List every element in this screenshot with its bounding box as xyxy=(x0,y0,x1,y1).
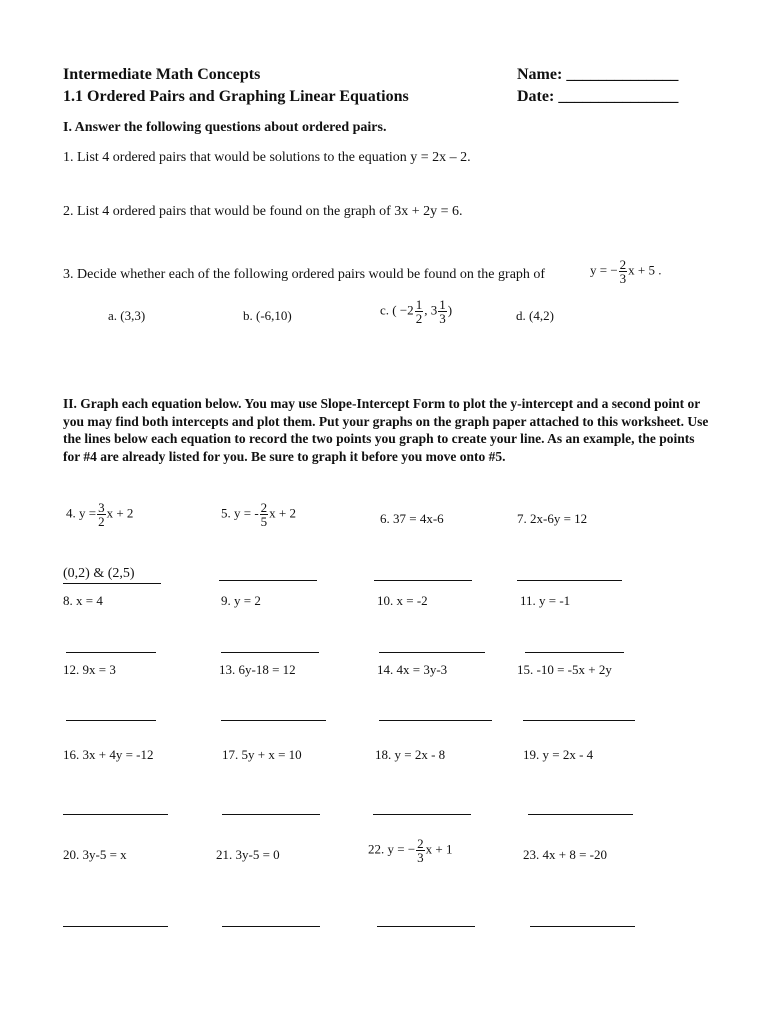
fraction xyxy=(260,501,269,528)
answer-line-21[interactable] xyxy=(222,926,320,927)
answer-line-12[interactable] xyxy=(66,720,156,721)
fraction-numerator: 2 xyxy=(260,500,268,515)
choice-d: d. (4,2) xyxy=(516,308,554,323)
problem-13: 13. 6y-18 = 12 xyxy=(219,662,296,677)
answer-line-11[interactable] xyxy=(525,652,624,653)
problem-18: 18. y = 2x - 8 xyxy=(375,747,446,762)
section-title: 1.1 Ordered Pairs and Graphing Linear Equations xyxy=(63,88,409,105)
fraction xyxy=(415,298,424,325)
answer-line-9[interactable] xyxy=(221,652,319,653)
problem-8: 8. x = 4 xyxy=(63,593,103,608)
answer-line-4 xyxy=(63,583,161,584)
fraction-numerator: 3 xyxy=(98,500,105,515)
answer-line-16[interactable] xyxy=(63,814,168,815)
question-3: 3. Decide whether each of the following ordered pairs would be found on the graph of xyxy=(63,267,546,282)
problem-16: 16. 3x + 4y = -12 xyxy=(63,747,154,762)
problem-15: 15. -10 = -5x + 2y xyxy=(517,662,612,677)
fraction-numerator: 2 xyxy=(619,257,627,272)
answer-line-17[interactable] xyxy=(222,814,320,815)
answer-line-13[interactable] xyxy=(221,720,326,721)
problem-14: 14. 4x = 3y-3 xyxy=(377,662,448,677)
question-2: 2. List 4 ordered pairs that would be found on the graph of 3x + 2y = 6. xyxy=(63,204,463,219)
eq-lhs: 4. y = xyxy=(66,505,97,521)
fraction-denominator: 3 xyxy=(439,311,446,326)
fraction xyxy=(438,298,447,325)
fraction-denominator: 2 xyxy=(98,514,105,529)
choice-c-suffix: ) xyxy=(447,302,453,318)
fraction-numerator: 2 xyxy=(417,836,424,851)
eq-rhs: x + 1 xyxy=(425,841,453,857)
problem-10: 10. x = -2 xyxy=(377,593,428,608)
answer-line-6[interactable] xyxy=(374,580,472,581)
answer-line-5[interactable] xyxy=(219,580,317,581)
problem-11: 11. y = -1 xyxy=(520,593,571,608)
eq-lhs: 5. y = - xyxy=(221,505,259,521)
answer-line-14[interactable] xyxy=(379,720,492,721)
choice-c-prefix: c. ( −2 xyxy=(380,302,414,318)
fraction xyxy=(416,837,425,864)
problem-17: 17. 5y + x = 10 xyxy=(222,747,302,762)
answer-line-7[interactable] xyxy=(517,580,622,581)
problem-5 xyxy=(221,501,296,528)
problem-6: 6. 37 = 4x-6 xyxy=(380,511,444,526)
answer-line-10[interactable] xyxy=(379,652,485,653)
problem-7: 7. 2x-6y = 12 xyxy=(517,511,588,526)
fraction xyxy=(97,501,106,528)
eq-rhs: x + 5 . xyxy=(628,262,662,278)
eq-lhs: y = − xyxy=(590,262,618,278)
problem-23: 23. 4x + 8 = -20 xyxy=(523,847,607,862)
answer-line-15[interactable] xyxy=(523,720,635,721)
problem-20: 20. 3y-5 = x xyxy=(63,847,127,862)
eq-rhs: x + 2 xyxy=(269,505,297,521)
part2-instructions: II. Graph each equation below. You may use Slope-Intercept Form to plot the y-intercept and a second point or you may find both intercepts and plot them. Put your graphs on the graph paper attached to this worksheet. Use the lines below each equation to record the two points you graph to create your line. As an example, the points for #4 are already listed for you. Be sure to graph it before you move onto #5. xyxy=(63,396,709,464)
problem-21: 21. 3y-5 = 0 xyxy=(216,847,280,862)
course-title: Intermediate Math Concepts xyxy=(63,66,261,83)
fraction-denominator: 3 xyxy=(417,850,424,865)
fraction xyxy=(619,258,628,285)
question-1: 1. List 4 ordered pairs that would be solutions to the equation y = 2x – 2. xyxy=(63,150,471,165)
fraction-denominator: 3 xyxy=(619,271,627,286)
fraction-numerator: 1 xyxy=(415,297,423,312)
problem-9: 9. y = 2 xyxy=(221,593,261,608)
answer-line-18[interactable] xyxy=(373,814,471,815)
problem-22 xyxy=(368,837,453,864)
answer-line-23[interactable] xyxy=(530,926,635,927)
choice-c-mid: , 3 xyxy=(424,302,438,318)
fraction-numerator: 1 xyxy=(439,297,446,312)
problem-4 xyxy=(66,501,133,528)
part1-heading: I. Answer the following questions about ordered pairs. xyxy=(63,120,387,135)
question-3-equation xyxy=(590,258,662,285)
answer-line-22[interactable] xyxy=(377,926,475,927)
choice-a: a. (3,3) xyxy=(108,308,146,323)
fraction-denominator: 5 xyxy=(260,514,268,529)
example-answer: (0,2) & (2,5) xyxy=(63,566,135,581)
date-field-label: Date: _______________ xyxy=(517,88,679,105)
choice-b: b. (-6,10) xyxy=(243,308,292,323)
answer-line-19[interactable] xyxy=(528,814,633,815)
problem-12: 12. 9x = 3 xyxy=(63,662,116,677)
problem-19: 19. y = 2x - 4 xyxy=(523,747,594,762)
eq-rhs: x + 2 xyxy=(106,505,134,521)
eq-lhs: 22. y = − xyxy=(368,841,416,857)
fraction-denominator: 2 xyxy=(415,311,423,326)
choice-c xyxy=(380,298,452,325)
name-field-label: Name: ______________ xyxy=(517,66,679,83)
answer-line-20[interactable] xyxy=(63,926,168,927)
answer-line-8[interactable] xyxy=(66,652,156,653)
